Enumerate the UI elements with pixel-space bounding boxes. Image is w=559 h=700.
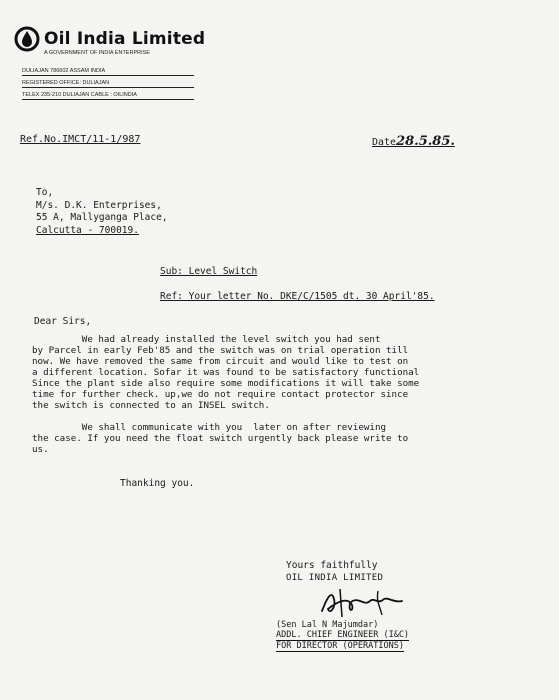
paragraph-line: us. (32, 444, 49, 455)
letterhead-address (22, 68, 194, 104)
handwritten-signature (318, 585, 408, 621)
yours-faithfully: Yours faithfully (286, 560, 378, 571)
paragraph-line: now. We have removed the same from circuit and would like to test on (32, 356, 409, 367)
letter-date (372, 134, 455, 149)
recipient-block (36, 187, 168, 237)
signatory-title: ADDL. CHIEF ENGINEER (I&C) (276, 630, 410, 640)
reference-line: Ref: Your letter No. DKE/C/1505 dt. 30 April'85. (160, 291, 435, 302)
body-paragraph-2 (32, 422, 532, 455)
address-line: TELEX 235-210 DULIAJAN CABLE : OILINDIA (22, 92, 194, 100)
paragraph-line: time for further check. up,we do not require contact protector since (32, 389, 409, 400)
logo (14, 26, 214, 52)
closing-company: OIL INDIA LIMITED (286, 573, 384, 583)
body-paragraph-1 (32, 334, 532, 411)
signatory-for: FOR DIRECTOR (OPERATIONS) (276, 641, 404, 651)
to-label: To, (36, 187, 54, 198)
company-tagline: A GOVERNMENT OF INDIA ENTERPRISE (44, 50, 150, 56)
address-line: DULIAJAN 786602 ASSAM INDIA (22, 68, 194, 76)
paragraph-line: the switch is connected to an INSEL switch. (32, 400, 270, 411)
paragraph-line: a different location. Sofar it was found to be satisfactory functional (32, 367, 420, 378)
closing-block (286, 560, 383, 584)
paragraph-line: the case. If you need the float switch urgently back please write to (32, 433, 409, 444)
paragraph-line: We shall communicate with you later on after reviewing (32, 422, 387, 433)
thanking-line: Thanking you. (120, 478, 195, 489)
paragraph-line: by Parcel in early Feb'85 and the switch was on trial operation till (32, 345, 409, 356)
oil-drop-logo-icon (14, 26, 40, 52)
letterhead (14, 26, 214, 56)
recipient-line: Calcutta - 700019. (36, 224, 139, 236)
address-line: REGISTERED OFFICE: DULIAJAN (22, 80, 194, 88)
company-name: Oil India Limited (44, 29, 206, 49)
recipient-line: 55 A, Mallyganga Place, (36, 212, 168, 223)
reference-number: Ref.No.IMCT/11-1/987 (20, 134, 141, 145)
salutation: Dear Sirs, (34, 316, 92, 327)
subject-line: Sub: Level Switch (160, 266, 258, 277)
signatory-block (276, 620, 409, 652)
date-label: Date (372, 137, 397, 148)
date-value: 28.5.85. (396, 134, 455, 149)
recipient-line: M/s. D.K. Enterprises, (36, 199, 162, 211)
signatory-name: (Sen Lal N Majumdar) (276, 620, 379, 630)
paragraph-line: Since the plant side also require some modifications it will take some (32, 378, 420, 389)
paragraph-line: We had already installed the level switch you had sent (32, 334, 381, 345)
